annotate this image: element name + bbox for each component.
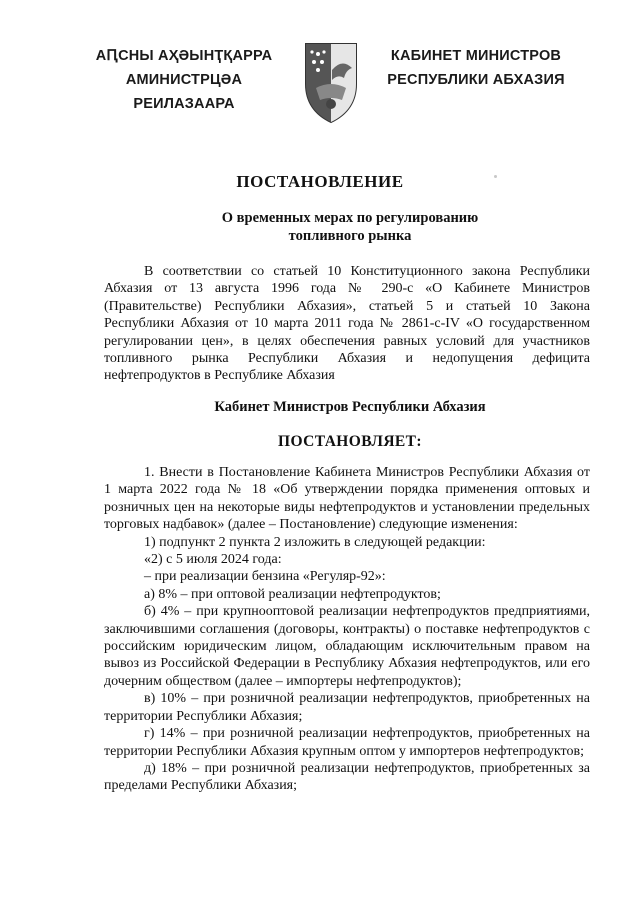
paragraph-1: 1. Внести в Постановление Кабинета Министров Республики Абхазия от 1 марта 2022 года № 18 «Об утверждении порядка применения оптовых и розничных цен на некоторые виды нефтепродуктов и установлении предельных торговых надбавок» (далее – Постановление) следующие изменения: xyxy=(104,465,590,533)
paragraph-5: а) 8% – при оптовой реализации нефтепродуктов; xyxy=(144,586,441,602)
header-russian-name xyxy=(378,44,574,92)
header-left-line-1: АԤСНЫ АҲӘЫНҬҚАРРА xyxy=(95,48,273,64)
paragraph-3: «2) с 5 июля 2024 года: xyxy=(144,552,282,568)
issuer-heading: Кабинет Министров Республики Абхазия xyxy=(214,399,486,415)
resolves-heading: ПОСТАНОВЛЯЕТ: xyxy=(278,433,422,450)
paragraph-6: б) 4% – при крупнооптовой реализации нефтепродуктов предприятиями, заключившими соглашения (договоры, контракты) о поставке нефтепродуктов с российским юридическим лицом, обладающим исключительным правом на вывоз из Российской Федерации в Республику Абхазия нефтепродуктов, или его дочерним обществом (далее – импортеры нефтепродуктов); xyxy=(104,604,590,689)
state-emblem-icon xyxy=(302,40,360,126)
header-right-line-2: РЕСПУБЛИКИ АБХАЗИЯ xyxy=(387,72,565,88)
amendments-block xyxy=(104,464,590,795)
header-abkhaz-name xyxy=(78,44,290,116)
preamble-text: В соответствии со статьей 10 Конституционного закона Республики Абхазия от 13 августа 1996 года № 290-с «О Кабинете Министров (Правительстве) Республики Абхазия», статьей 5 и статьей 10 Закона Республики Абхазия от 10 марта 2011 года № 2861-с-IV «О государственном регулировании цен», в целях обеспечения равных условий для участников топливного рынка Республики Абхазия и недопущения дефицита нефтепродуктов в Республике Абхазия xyxy=(104,264,590,384)
paragraph-9: д) 18% – при розничной реализации нефтепродуктов, приобретенных за пределами Республики Абхазия; xyxy=(104,760,590,794)
preamble-block xyxy=(104,263,590,385)
paragraph-8: г) 14% – при розничной реализации нефтепродуктов, приобретенных на территории Республики Абхазия крупным оптом у импортеров нефтепродуктов; xyxy=(104,726,590,759)
subtitle-line-1: О временных мерах по регулированию xyxy=(221,210,479,226)
paragraph-2: 1) подпункт 2 пункта 2 изложить в следующей редакции: xyxy=(144,534,486,550)
paragraph-4: – при реализации бензина «Регуляр-92»: xyxy=(144,569,386,585)
subtitle-line-2: топливного рынка xyxy=(288,228,412,244)
document-subtitle xyxy=(0,209,640,245)
header-right-line-1: КАБИНЕТ МИНИСТРОВ xyxy=(390,48,562,64)
header-left-line-2: АМИНИСТРЦӘА РЕИЛАЗААРА xyxy=(125,72,243,112)
paragraph-7: в) 10% – при розничной реализации нефтепродуктов, приобретенных на территории Республики Абхазия; xyxy=(104,691,590,724)
document-title: ПОСТАНОВЛЕНИЕ xyxy=(236,172,404,191)
